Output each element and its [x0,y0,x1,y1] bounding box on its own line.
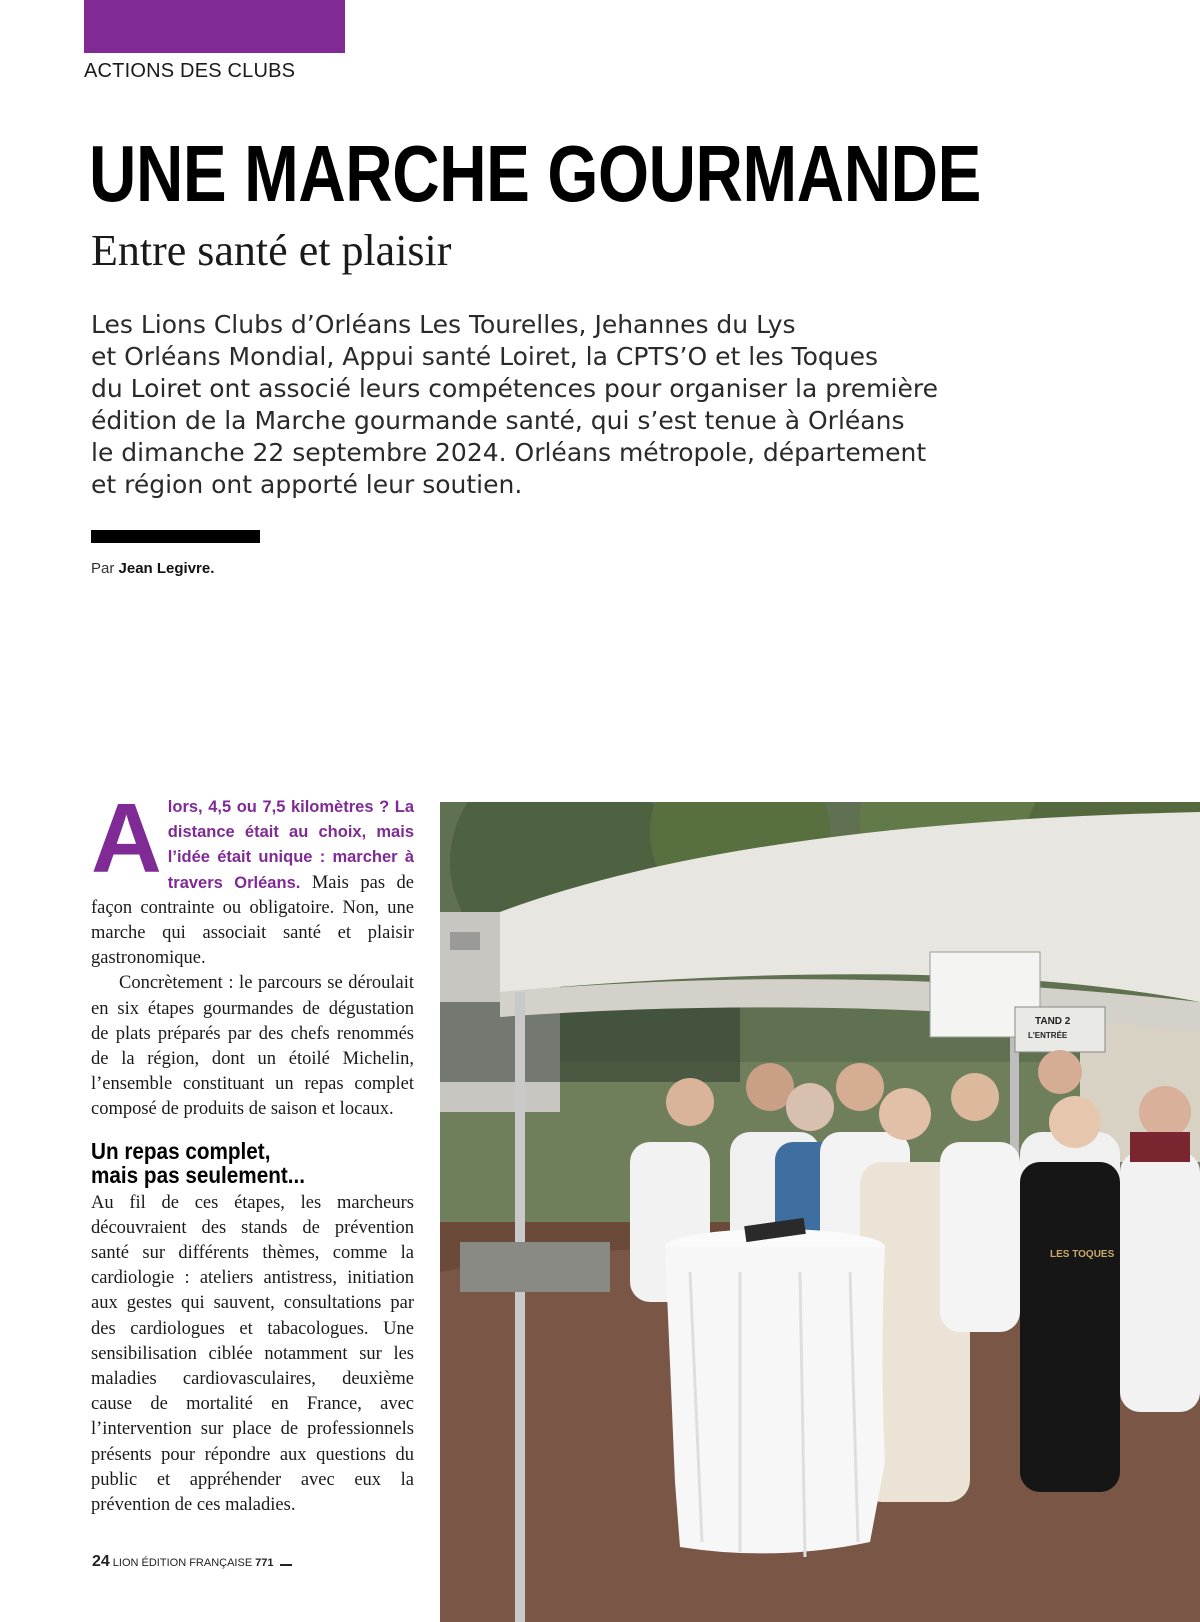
article-photo [440,802,1200,1622]
lede-line: et Orléans Mondial, Appui santé Loiret, la CPTS’O et les Toques [91,342,878,371]
article-subtitle: Entre santé et plaisir [91,226,452,275]
section-color-bar [84,0,345,53]
body-paragraph: Concrètement : le parcours se déroulait en six étapes gourmandes de dégustation de plats préparés par des chefs renommés de la région, dont un étoilé Michelin, l’ensemble constituant un repas complet composé de produits de saison et locaux. [91,973,414,1120]
byline-author: Jean Legivre. [118,560,215,577]
lede-line: du Loiret ont associé leurs compétences pour organiser la première [91,374,938,403]
page-number: 24 [92,1553,110,1570]
lede-line: le dimanche 22 septembre 2024. Orléans métropole, département [91,438,927,467]
subhead-line: Un repas complet, [91,1137,271,1164]
lede-line: et région ont apporté leur soutien. [91,470,523,499]
article-title: UNE MARCHE GOURMANDE [89,129,981,218]
body-paragraph [91,783,414,971]
footer-dash [280,1564,292,1566]
section-label: ACTIONS DES CLUBS [84,60,296,82]
section-subhead [91,1139,382,1187]
publication-name: LION ÉDITION FRANÇAISE [112,1557,253,1569]
stand-sign-line2: L'ENTRÉE [1028,1031,1068,1040]
event-photo-illustration [440,802,1200,1622]
page-footer [92,1553,292,1571]
byline-rule [91,530,260,543]
stand-sign-line1: TAND 2 [1035,1016,1071,1027]
apron-logo-text: LES TOQUES [1050,1249,1115,1260]
body-paragraph: Au fil de ces étapes, les marcheurs découvraient des stands de prévention santé sur différents thèmes, comme la cardiologie : ateliers antistress, initiation aux gestes qui sauvent, consultations par des cardiologues et tabacologues. Une sensibilisation ciblée notamment sur les maladies cardiovasculaires, deuxième cause de mortalité en France, avec l’intervention sur place de professionnels présents pour répondre aux questions du public et appréhender avec eux la prévention de ces maladies. [91,1192,414,1516]
lede-line: édition de la Marche gourmande santé, qui s’est tenue à Orléans [91,406,905,435]
issue-number: 771 [255,1557,274,1569]
lede-line: Les Lions Clubs d’Orléans Les Tourelles, Jehannes du Lys [91,310,796,339]
paragraph-text: Mais pas de façon contrainte ou obligatoire. Non, une marche qui associait santé et plaisir gastronomique. [91,872,414,969]
drop-cap: A [91,783,162,893]
article-lede [91,309,951,501]
body-column [91,783,414,1518]
byline [91,560,214,577]
subhead-line: mais pas seulement... [91,1161,306,1188]
byline-prefix: Par [91,560,115,577]
lead-in: lors, 4,5 ou 7,5 kilomètres ? La distance était au choix, mais l’idée était unique : marcher à travers Orléans. [167,798,414,892]
